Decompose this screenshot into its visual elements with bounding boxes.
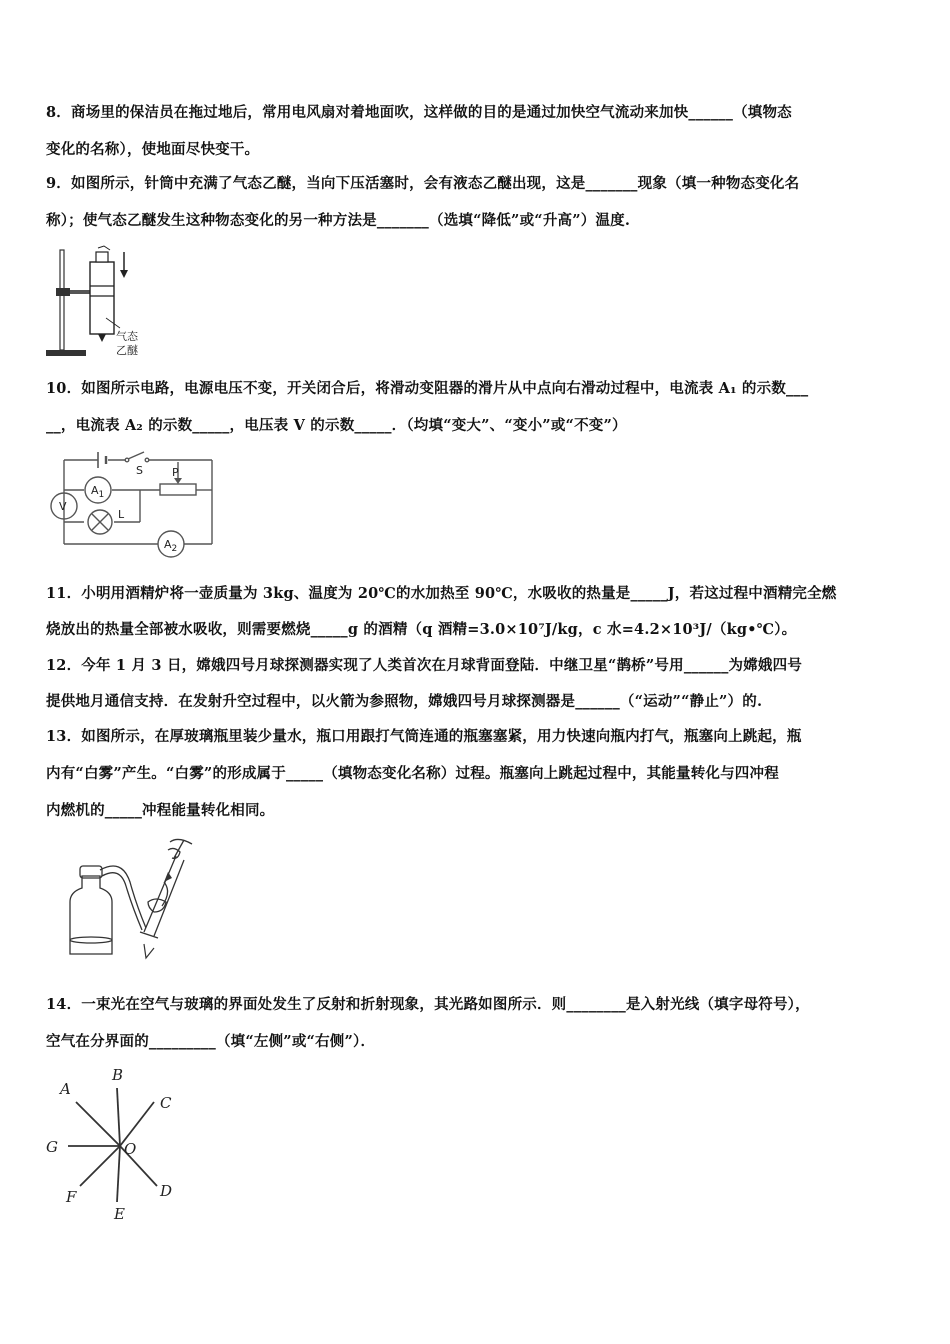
q10-line1: 10．如图所示电路，电源电压不变，开关闭合后，将滑动变阻器的滑片从中点向右滑动过程中，电流表 A₁ 的示数___ <box>46 380 809 397</box>
slider-label: P <box>172 466 179 479</box>
ammeter1-label: $A_1$ <box>91 484 105 500</box>
q13-line3: 内燃机的_____冲程能量转化相同。 <box>46 802 275 819</box>
lamp-label: L <box>118 508 125 521</box>
label-D: D <box>160 1182 173 1200</box>
label-A: A <box>60 1080 71 1098</box>
ammeter2-label: $A_2$ <box>164 538 178 554</box>
fig9-label-1: 气态 <box>116 330 138 343</box>
q14-line1: 14．一束光在空气与玻璃的界面处发生了反射和折射现象，其光路如图所示．则________是入射光线（填字母符号）， <box>46 996 810 1013</box>
q10-line2: __，电流表 A₂ 的示数_____，电压表 V 的示数_____．（均填“变大”、“变小”或“不变”） <box>46 417 627 434</box>
fig9-label-2: 乙醚 <box>116 344 138 357</box>
label-E: E <box>114 1205 125 1223</box>
q13-line1: 13．如图所示，在厚玻璃瓶里装少量水，瓶口用跟打气筒连通的瓶塞塞紧，用力快速向瓶内打气，瓶塞向上跳起，瓶 <box>46 728 802 745</box>
label-G: G <box>46 1138 58 1156</box>
bottle-pump-figure <box>60 836 200 962</box>
q14-line2: 空气在分界面的_________（填“左侧”或“右侧”）． <box>46 1033 376 1050</box>
q11-line2: 烧放出的热量全部被水吸收，则需要燃烧_____g 的酒精（q 酒精=3.0×10⁷J/kg，c 水=4.2×10³J/（kg•℃）。 <box>46 621 797 638</box>
label-F: F <box>66 1188 77 1206</box>
syringe-figure <box>44 244 154 360</box>
q12-line1: 12．今年 1 月 3 日，嫦娥四号月球探测器实现了人类首次在月球背面登陆．中继卫星“鹊桥”号用______为嫦娥四号 <box>46 657 803 674</box>
q8-line1: 8．商场里的保洁员在拖过地后，常用电风扇对着地面吹，这样做的目的是通过加快空气流动来加快______（填物态 <box>46 104 792 121</box>
q13-line2: 内有“白雾”产生。“白雾”的形成属于_____（填物态变化名称）过程。瓶塞向上跳起过程中，其能量转化与四冲程 <box>46 765 779 782</box>
voltmeter-label: V <box>59 500 67 513</box>
switch-label: S <box>136 464 143 477</box>
q11-line1: 11．小明用酒精炉将一壶质量为 3kg、温度为 20℃的水加热至 90℃，水吸收的热量是_____J，若这过程中酒精完全燃 <box>46 585 837 602</box>
q9-line2: 称）；使气态乙醚发生这种物态变化的另一种方法是_______（选填“降低”或“升高”）温度. <box>46 212 631 229</box>
label-B: B <box>112 1066 124 1084</box>
label-O: O <box>124 1140 137 1158</box>
circuit-figure <box>44 448 220 558</box>
q8-line2: 变化的名称），使地面尽快变干。 <box>46 141 260 158</box>
q9-line1: 9．如图所示，针筒中充满了气态乙醚，当向下压活塞时，会有液态乙醚出现，这是_______现象（填一种物态变化名 <box>46 175 800 192</box>
light-path-figure <box>40 1062 190 1224</box>
label-C: C <box>160 1094 172 1112</box>
q12-line2: 提供地月通信支持．在发射升空过程中，以火箭为参照物，嫦娥四号月球探测器是______（“运动”“静止”）的. <box>46 693 763 710</box>
